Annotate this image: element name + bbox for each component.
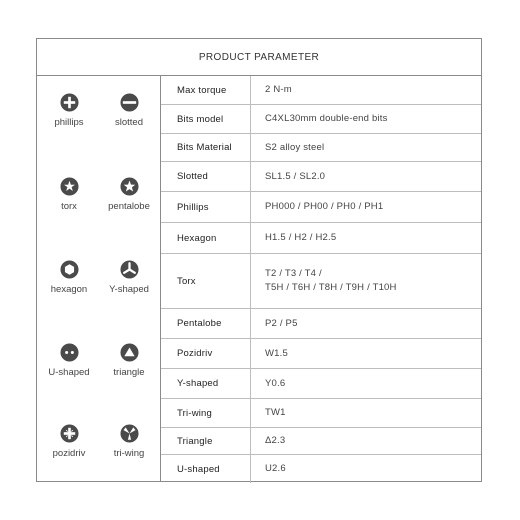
- table-row: [161, 105, 481, 134]
- table-row: [161, 134, 481, 162]
- bit-type-torx: [39, 177, 99, 212]
- param-value: Y0.6: [265, 377, 286, 389]
- bit-type-y-shaped: [99, 260, 159, 295]
- parameter-table: [36, 38, 482, 482]
- param-name: Max torque: [161, 76, 251, 104]
- param-name: Phillips: [161, 192, 251, 222]
- param-name: Tri-wing: [161, 399, 251, 427]
- bit-type-hexagon: [39, 260, 99, 295]
- param-value: Δ2.3: [265, 435, 286, 446]
- table-row: [161, 339, 481, 369]
- icon-label: slotted: [115, 117, 143, 128]
- hexagon-icon: [60, 260, 79, 279]
- icon-label: torx: [61, 201, 77, 212]
- icon-label: hexagon: [50, 284, 88, 295]
- tri-wing-icon: [120, 424, 139, 443]
- param-value: C4XL30mm double-end bits: [265, 113, 388, 124]
- param-name: Hexagon: [161, 223, 251, 253]
- bit-icon-panel: [37, 76, 161, 481]
- param-value: S2 alloy steel: [265, 141, 325, 153]
- table-row: [161, 192, 481, 223]
- table-title-text: PRODUCT PARAMETER: [198, 51, 320, 63]
- param-name: Bits model: [161, 105, 251, 133]
- param-value: PH000 / PH00 / PH0 / PH1: [265, 201, 384, 212]
- bit-type-slotted: [99, 93, 159, 128]
- param-value: 2 N-m: [265, 84, 292, 95]
- bit-type-u-shaped: [39, 343, 99, 378]
- bit-type-tri-wing: [99, 424, 159, 459]
- icon-label: pentalobe: [108, 201, 150, 212]
- param-name: Torx: [161, 254, 251, 308]
- param-value: U2.6: [265, 463, 286, 474]
- bit-type-triangle: [99, 343, 159, 378]
- table-row: [161, 309, 481, 339]
- table-row: [161, 162, 481, 192]
- param-name: Pentalobe: [161, 309, 251, 338]
- table-row: [161, 455, 481, 483]
- param-name: Slotted: [161, 162, 251, 191]
- phillips-icon: [60, 93, 79, 112]
- parameter-list: [161, 76, 481, 481]
- icon-label: triangle: [113, 367, 145, 378]
- table-row: [161, 428, 481, 455]
- param-value: TW1: [265, 407, 286, 418]
- param-value: T2 / T3 / T4 / T5H / T6H / T8H / T9H / T10H: [265, 268, 397, 293]
- bit-type-pozidriv: [39, 424, 99, 459]
- icon-label: pozidriv: [52, 448, 86, 459]
- icon-label: tri-wing: [113, 448, 145, 459]
- table-row: [161, 223, 481, 254]
- bit-type-pentalobe: [99, 177, 159, 212]
- param-name: Triangle: [161, 428, 251, 454]
- icon-label: phillips: [54, 117, 84, 128]
- pozidriv-icon: [60, 424, 79, 443]
- table-row: [161, 76, 481, 105]
- table-row: [161, 369, 481, 399]
- pentalobe-icon: [120, 177, 139, 196]
- param-value: P2 / P5: [265, 317, 298, 329]
- param-value: H1.5 / H2 / H2.5: [265, 232, 337, 243]
- u-shaped-icon: [60, 343, 79, 362]
- param-value: SL1.5 / SL2.0: [265, 170, 326, 182]
- param-name: Y-shaped: [161, 369, 251, 398]
- table-row: [161, 254, 481, 309]
- torx-icon: [60, 177, 79, 196]
- icon-label: U-shaped: [48, 367, 90, 378]
- param-value: W1.5: [265, 347, 288, 359]
- triangle-icon: [120, 343, 139, 362]
- bit-type-phillips: [39, 93, 99, 128]
- table-row: [161, 399, 481, 428]
- icon-label: Y-shaped: [109, 284, 149, 295]
- param-name: Bits Material: [161, 134, 251, 161]
- param-name: Pozidriv: [161, 339, 251, 368]
- table-title: [37, 39, 481, 76]
- param-name: U-shaped: [161, 455, 251, 483]
- y-shaped-icon: [120, 260, 139, 279]
- slotted-icon: [120, 93, 139, 112]
